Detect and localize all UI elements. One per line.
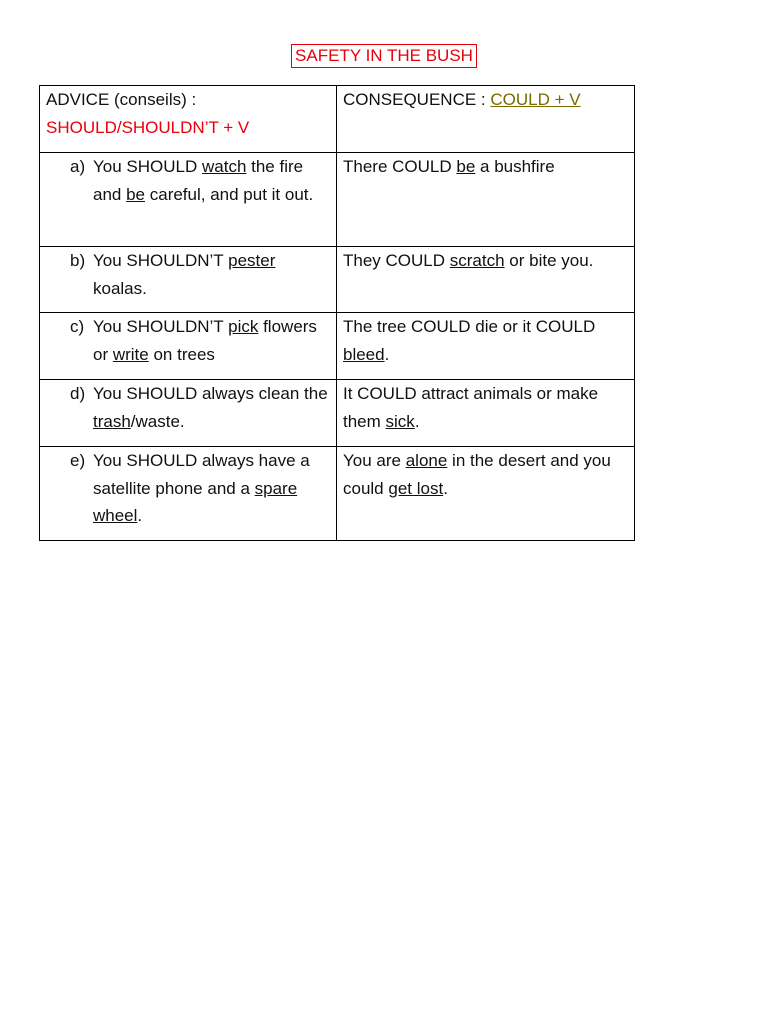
text-run: It COULD attract animals or make them bbox=[343, 384, 599, 431]
text-run: the fire and bbox=[93, 157, 304, 204]
consequence-text bbox=[343, 384, 598, 431]
advice-cell bbox=[40, 447, 337, 541]
consequence-header-cell bbox=[337, 86, 635, 153]
advice-header-label: ADVICE (conseils) : bbox=[46, 90, 197, 109]
underlined-word: get lost bbox=[388, 478, 444, 498]
item-letter: b) bbox=[70, 251, 86, 270]
text-run: in the desert and you could bbox=[343, 451, 611, 498]
consequence-cell bbox=[337, 153, 635, 247]
table-row bbox=[40, 247, 635, 313]
text-run: /waste. bbox=[130, 411, 185, 431]
consequence-text bbox=[343, 157, 555, 176]
consequence-cell bbox=[337, 380, 635, 447]
underlined-word: sick bbox=[385, 411, 415, 431]
advice-cell bbox=[40, 380, 337, 447]
text-run: . bbox=[137, 506, 143, 525]
underlined-word: watch bbox=[201, 157, 247, 176]
underlined-word: pick bbox=[228, 317, 259, 336]
text-run: . bbox=[443, 478, 448, 498]
text-run: They COULD bbox=[343, 251, 450, 270]
text-run: You SHOULD always clean the bbox=[93, 384, 328, 403]
table-row bbox=[40, 447, 635, 541]
underlined-word: trash bbox=[93, 411, 131, 431]
text-run: You SHOULDN’T bbox=[93, 251, 229, 270]
item-letter: c) bbox=[70, 317, 85, 336]
table-row bbox=[40, 313, 635, 380]
advice-text bbox=[93, 317, 317, 364]
text-run: koalas. bbox=[93, 278, 147, 298]
consequence-cell bbox=[337, 247, 635, 313]
advice-text bbox=[93, 451, 310, 525]
table-row bbox=[40, 380, 635, 447]
advice-text bbox=[93, 251, 275, 298]
text-run: . bbox=[414, 411, 420, 431]
consequence-cell bbox=[337, 447, 635, 541]
underlined-word: spare wheel bbox=[93, 478, 298, 525]
text-run: There COULD bbox=[343, 157, 457, 176]
underlined-word: be bbox=[456, 157, 476, 176]
text-run: flowers or bbox=[93, 317, 317, 364]
text-run: a bushfire bbox=[475, 157, 555, 176]
advice-cell bbox=[40, 313, 337, 380]
text-run: You SHOULD always have a satellite phone and a bbox=[93, 451, 310, 498]
text-run: or bite you. bbox=[504, 251, 594, 270]
underlined-word: write bbox=[112, 344, 149, 364]
advice-cell bbox=[40, 153, 337, 247]
page-title: SAFETY IN THE BUSH bbox=[291, 44, 477, 68]
underlined-word: be bbox=[126, 184, 146, 204]
text-run: You are bbox=[343, 451, 406, 470]
consequence-cell bbox=[337, 313, 635, 380]
text-run: The tree COULD die or it COULD bbox=[343, 317, 596, 336]
table-header-row bbox=[40, 86, 635, 153]
text-run: You SHOULD bbox=[93, 157, 202, 176]
title-container bbox=[0, 44, 768, 68]
item-letter: e) bbox=[70, 451, 86, 470]
table-row bbox=[40, 153, 635, 247]
underlined-word: alone bbox=[405, 451, 448, 470]
item-letter: a) bbox=[70, 157, 86, 176]
underlined-word: scratch bbox=[449, 251, 505, 270]
consequence-header-rule: COULD + V bbox=[490, 90, 581, 109]
advice-table bbox=[39, 85, 635, 541]
consequence-text bbox=[343, 451, 611, 498]
text-run: careful, and put it out. bbox=[145, 184, 314, 204]
advice-text bbox=[93, 157, 313, 204]
text-run: on trees bbox=[148, 344, 215, 364]
advice-header-rule: SHOULD/SHOULDN’T + V bbox=[46, 117, 250, 137]
advice-text bbox=[93, 384, 328, 431]
item-letter: d) bbox=[70, 384, 86, 403]
underlined-word: pester bbox=[228, 251, 276, 270]
text-run: You SHOULDN’T bbox=[93, 317, 229, 336]
underlined-word: bleed bbox=[343, 344, 385, 364]
consequence-text bbox=[343, 251, 593, 270]
consequence-text bbox=[343, 317, 595, 364]
text-run: . bbox=[384, 344, 390, 364]
consequence-header-label: CONSEQUENCE : bbox=[343, 90, 491, 109]
advice-header-cell bbox=[40, 86, 337, 153]
advice-cell bbox=[40, 247, 337, 313]
